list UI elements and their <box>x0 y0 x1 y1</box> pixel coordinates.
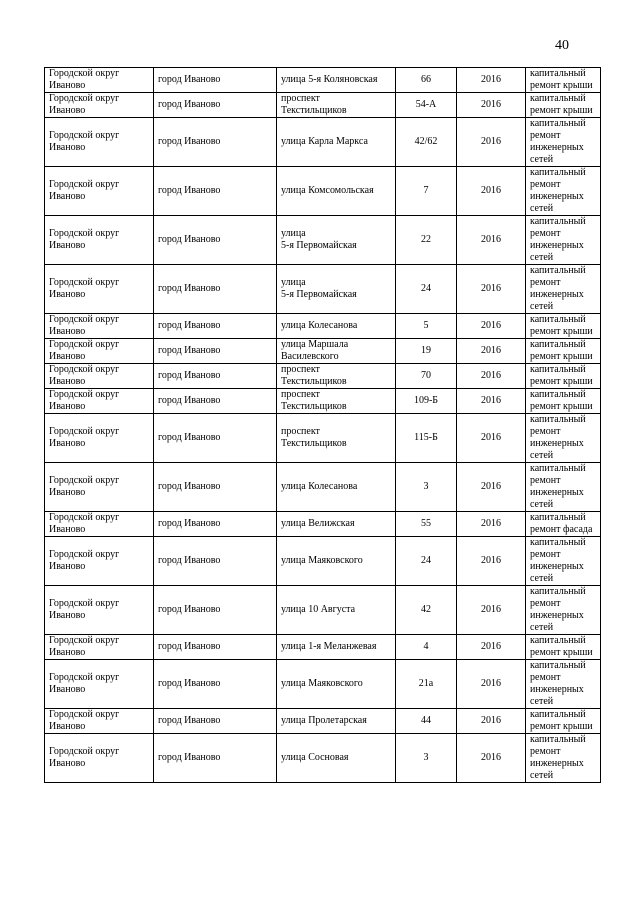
year-cell: 2016 <box>457 216 526 265</box>
work-type-cell: капитальный ремонт инженерных сетей <box>526 586 601 635</box>
table-row <box>45 167 601 216</box>
table-row <box>45 463 601 512</box>
work-type-cell: капитальный ремонт фасада <box>526 512 601 537</box>
year-cell: 2016 <box>457 118 526 167</box>
table-row <box>45 216 601 265</box>
house-cell: 115-Б <box>396 414 457 463</box>
district-cell: Городской округ Иваново <box>45 216 154 265</box>
city-cell: город Иваново <box>154 635 277 660</box>
district-cell: Городской округ Иваново <box>45 364 154 389</box>
district-cell: Городской округ Иваново <box>45 660 154 709</box>
work-type-cell: капитальный ремонт инженерных сетей <box>526 167 601 216</box>
year-cell: 2016 <box>457 389 526 414</box>
house-cell: 5 <box>396 314 457 339</box>
year-cell: 2016 <box>457 414 526 463</box>
district-cell: Городской округ Иваново <box>45 709 154 734</box>
year-cell: 2016 <box>457 339 526 364</box>
district-cell: Городской округ Иваново <box>45 463 154 512</box>
city-cell: город Иваново <box>154 586 277 635</box>
street-cell: проспект Текстильщиков <box>277 364 396 389</box>
year-cell: 2016 <box>457 93 526 118</box>
work-type-cell: капитальный ремонт крыши <box>526 389 601 414</box>
registry-table-body <box>45 68 601 783</box>
street-cell: улица 10 Августа <box>277 586 396 635</box>
work-type-cell: капитальный ремонт крыши <box>526 364 601 389</box>
city-cell: город Иваново <box>154 118 277 167</box>
work-type-cell: капитальный ремонт инженерных сетей <box>526 216 601 265</box>
street-cell: проспект Текстильщиков <box>277 414 396 463</box>
street-cell: улица Сосновая <box>277 734 396 783</box>
page-number: 40 <box>555 38 569 53</box>
city-cell: город Иваново <box>154 68 277 93</box>
district-cell: Городской округ Иваново <box>45 265 154 314</box>
street-cell: улица Комсомольская <box>277 167 396 216</box>
table-row <box>45 68 601 93</box>
district-cell: Городской округ Иваново <box>45 68 154 93</box>
work-type-cell: капитальный ремонт крыши <box>526 635 601 660</box>
city-cell: город Иваново <box>154 216 277 265</box>
work-type-cell: капитальный ремонт инженерных сетей <box>526 414 601 463</box>
table-row <box>45 118 601 167</box>
house-cell: 44 <box>396 709 457 734</box>
work-type-cell: капитальный ремонт крыши <box>526 339 601 364</box>
table-row <box>45 586 601 635</box>
street-cell: улица Маршала Василевского <box>277 339 396 364</box>
district-cell: Городской округ Иваново <box>45 93 154 118</box>
street-cell: улица 5-я Первомайская <box>277 216 396 265</box>
street-cell: улица Колесанова <box>277 314 396 339</box>
city-cell: город Иваново <box>154 709 277 734</box>
city-cell: город Иваново <box>154 389 277 414</box>
district-cell: Городской округ Иваново <box>45 512 154 537</box>
city-cell: город Иваново <box>154 512 277 537</box>
house-cell: 3 <box>396 463 457 512</box>
house-cell: 42/62 <box>396 118 457 167</box>
house-cell: 4 <box>396 635 457 660</box>
work-type-cell: капитальный ремонт крыши <box>526 68 601 93</box>
work-type-cell: капитальный ремонт инженерных сетей <box>526 660 601 709</box>
city-cell: город Иваново <box>154 167 277 216</box>
house-cell: 3 <box>396 734 457 783</box>
district-cell: Городской округ Иваново <box>45 635 154 660</box>
street-cell: улица Пролетарская <box>277 709 396 734</box>
table-row <box>45 414 601 463</box>
year-cell: 2016 <box>457 635 526 660</box>
table-row <box>45 364 601 389</box>
year-cell: 2016 <box>457 660 526 709</box>
house-cell: 24 <box>396 537 457 586</box>
city-cell: город Иваново <box>154 93 277 118</box>
table-row <box>45 93 601 118</box>
table-row <box>45 314 601 339</box>
district-cell: Городской округ Иваново <box>45 734 154 783</box>
house-cell: 21а <box>396 660 457 709</box>
city-cell: город Иваново <box>154 734 277 783</box>
table-row <box>45 734 601 783</box>
table-row <box>45 709 601 734</box>
district-cell: Городской округ Иваново <box>45 339 154 364</box>
street-cell: улица Колесанова <box>277 463 396 512</box>
table-row <box>45 537 601 586</box>
year-cell: 2016 <box>457 463 526 512</box>
year-cell: 2016 <box>457 314 526 339</box>
registry-table <box>44 67 601 783</box>
house-cell: 66 <box>396 68 457 93</box>
district-cell: Городской округ Иваново <box>45 586 154 635</box>
city-cell: город Иваново <box>154 265 277 314</box>
house-cell: 7 <box>396 167 457 216</box>
street-cell: улица Маяковского <box>277 537 396 586</box>
city-cell: город Иваново <box>154 364 277 389</box>
year-cell: 2016 <box>457 167 526 216</box>
work-type-cell: капитальный ремонт крыши <box>526 93 601 118</box>
district-cell: Городской округ Иваново <box>45 414 154 463</box>
city-cell: город Иваново <box>154 339 277 364</box>
year-cell: 2016 <box>457 709 526 734</box>
street-cell: улица Карла Маркса <box>277 118 396 167</box>
year-cell: 2016 <box>457 512 526 537</box>
street-cell: улица Маяковского <box>277 660 396 709</box>
city-cell: город Иваново <box>154 463 277 512</box>
district-cell: Городской округ Иваново <box>45 389 154 414</box>
table-row <box>45 339 601 364</box>
house-cell: 22 <box>396 216 457 265</box>
district-cell: Городской округ Иваново <box>45 167 154 216</box>
district-cell: Городской округ Иваново <box>45 537 154 586</box>
year-cell: 2016 <box>457 734 526 783</box>
year-cell: 2016 <box>457 364 526 389</box>
table-row <box>45 660 601 709</box>
house-cell: 42 <box>396 586 457 635</box>
city-cell: город Иваново <box>154 314 277 339</box>
year-cell: 2016 <box>457 68 526 93</box>
work-type-cell: капитальный ремонт инженерных сетей <box>526 463 601 512</box>
street-cell: улица 5-я Коляновская <box>277 68 396 93</box>
table-row <box>45 512 601 537</box>
house-cell: 54-А <box>396 93 457 118</box>
city-cell: город Иваново <box>154 537 277 586</box>
street-cell: улица Велижская <box>277 512 396 537</box>
street-cell: улица 5-я Первомайская <box>277 265 396 314</box>
work-type-cell: капитальный ремонт инженерных сетей <box>526 118 601 167</box>
district-cell: Городской округ Иваново <box>45 118 154 167</box>
work-type-cell: капитальный ремонт инженерных сетей <box>526 265 601 314</box>
table-row <box>45 635 601 660</box>
work-type-cell: капитальный ремонт крыши <box>526 314 601 339</box>
work-type-cell: капитальный ремонт инженерных сетей <box>526 734 601 783</box>
work-type-cell: капитальный ремонт крыши <box>526 709 601 734</box>
district-cell: Городской округ Иваново <box>45 314 154 339</box>
street-cell: улица 1-я Меланжевая <box>277 635 396 660</box>
table-row <box>45 265 601 314</box>
city-cell: город Иваново <box>154 414 277 463</box>
house-cell: 70 <box>396 364 457 389</box>
work-type-cell: капитальный ремонт инженерных сетей <box>526 537 601 586</box>
house-cell: 19 <box>396 339 457 364</box>
house-cell: 109-Б <box>396 389 457 414</box>
street-cell: проспект Текстильщиков <box>277 93 396 118</box>
table-row <box>45 389 601 414</box>
house-cell: 55 <box>396 512 457 537</box>
year-cell: 2016 <box>457 586 526 635</box>
city-cell: город Иваново <box>154 660 277 709</box>
year-cell: 2016 <box>457 265 526 314</box>
house-cell: 24 <box>396 265 457 314</box>
street-cell: проспект Текстильщиков <box>277 389 396 414</box>
year-cell: 2016 <box>457 537 526 586</box>
